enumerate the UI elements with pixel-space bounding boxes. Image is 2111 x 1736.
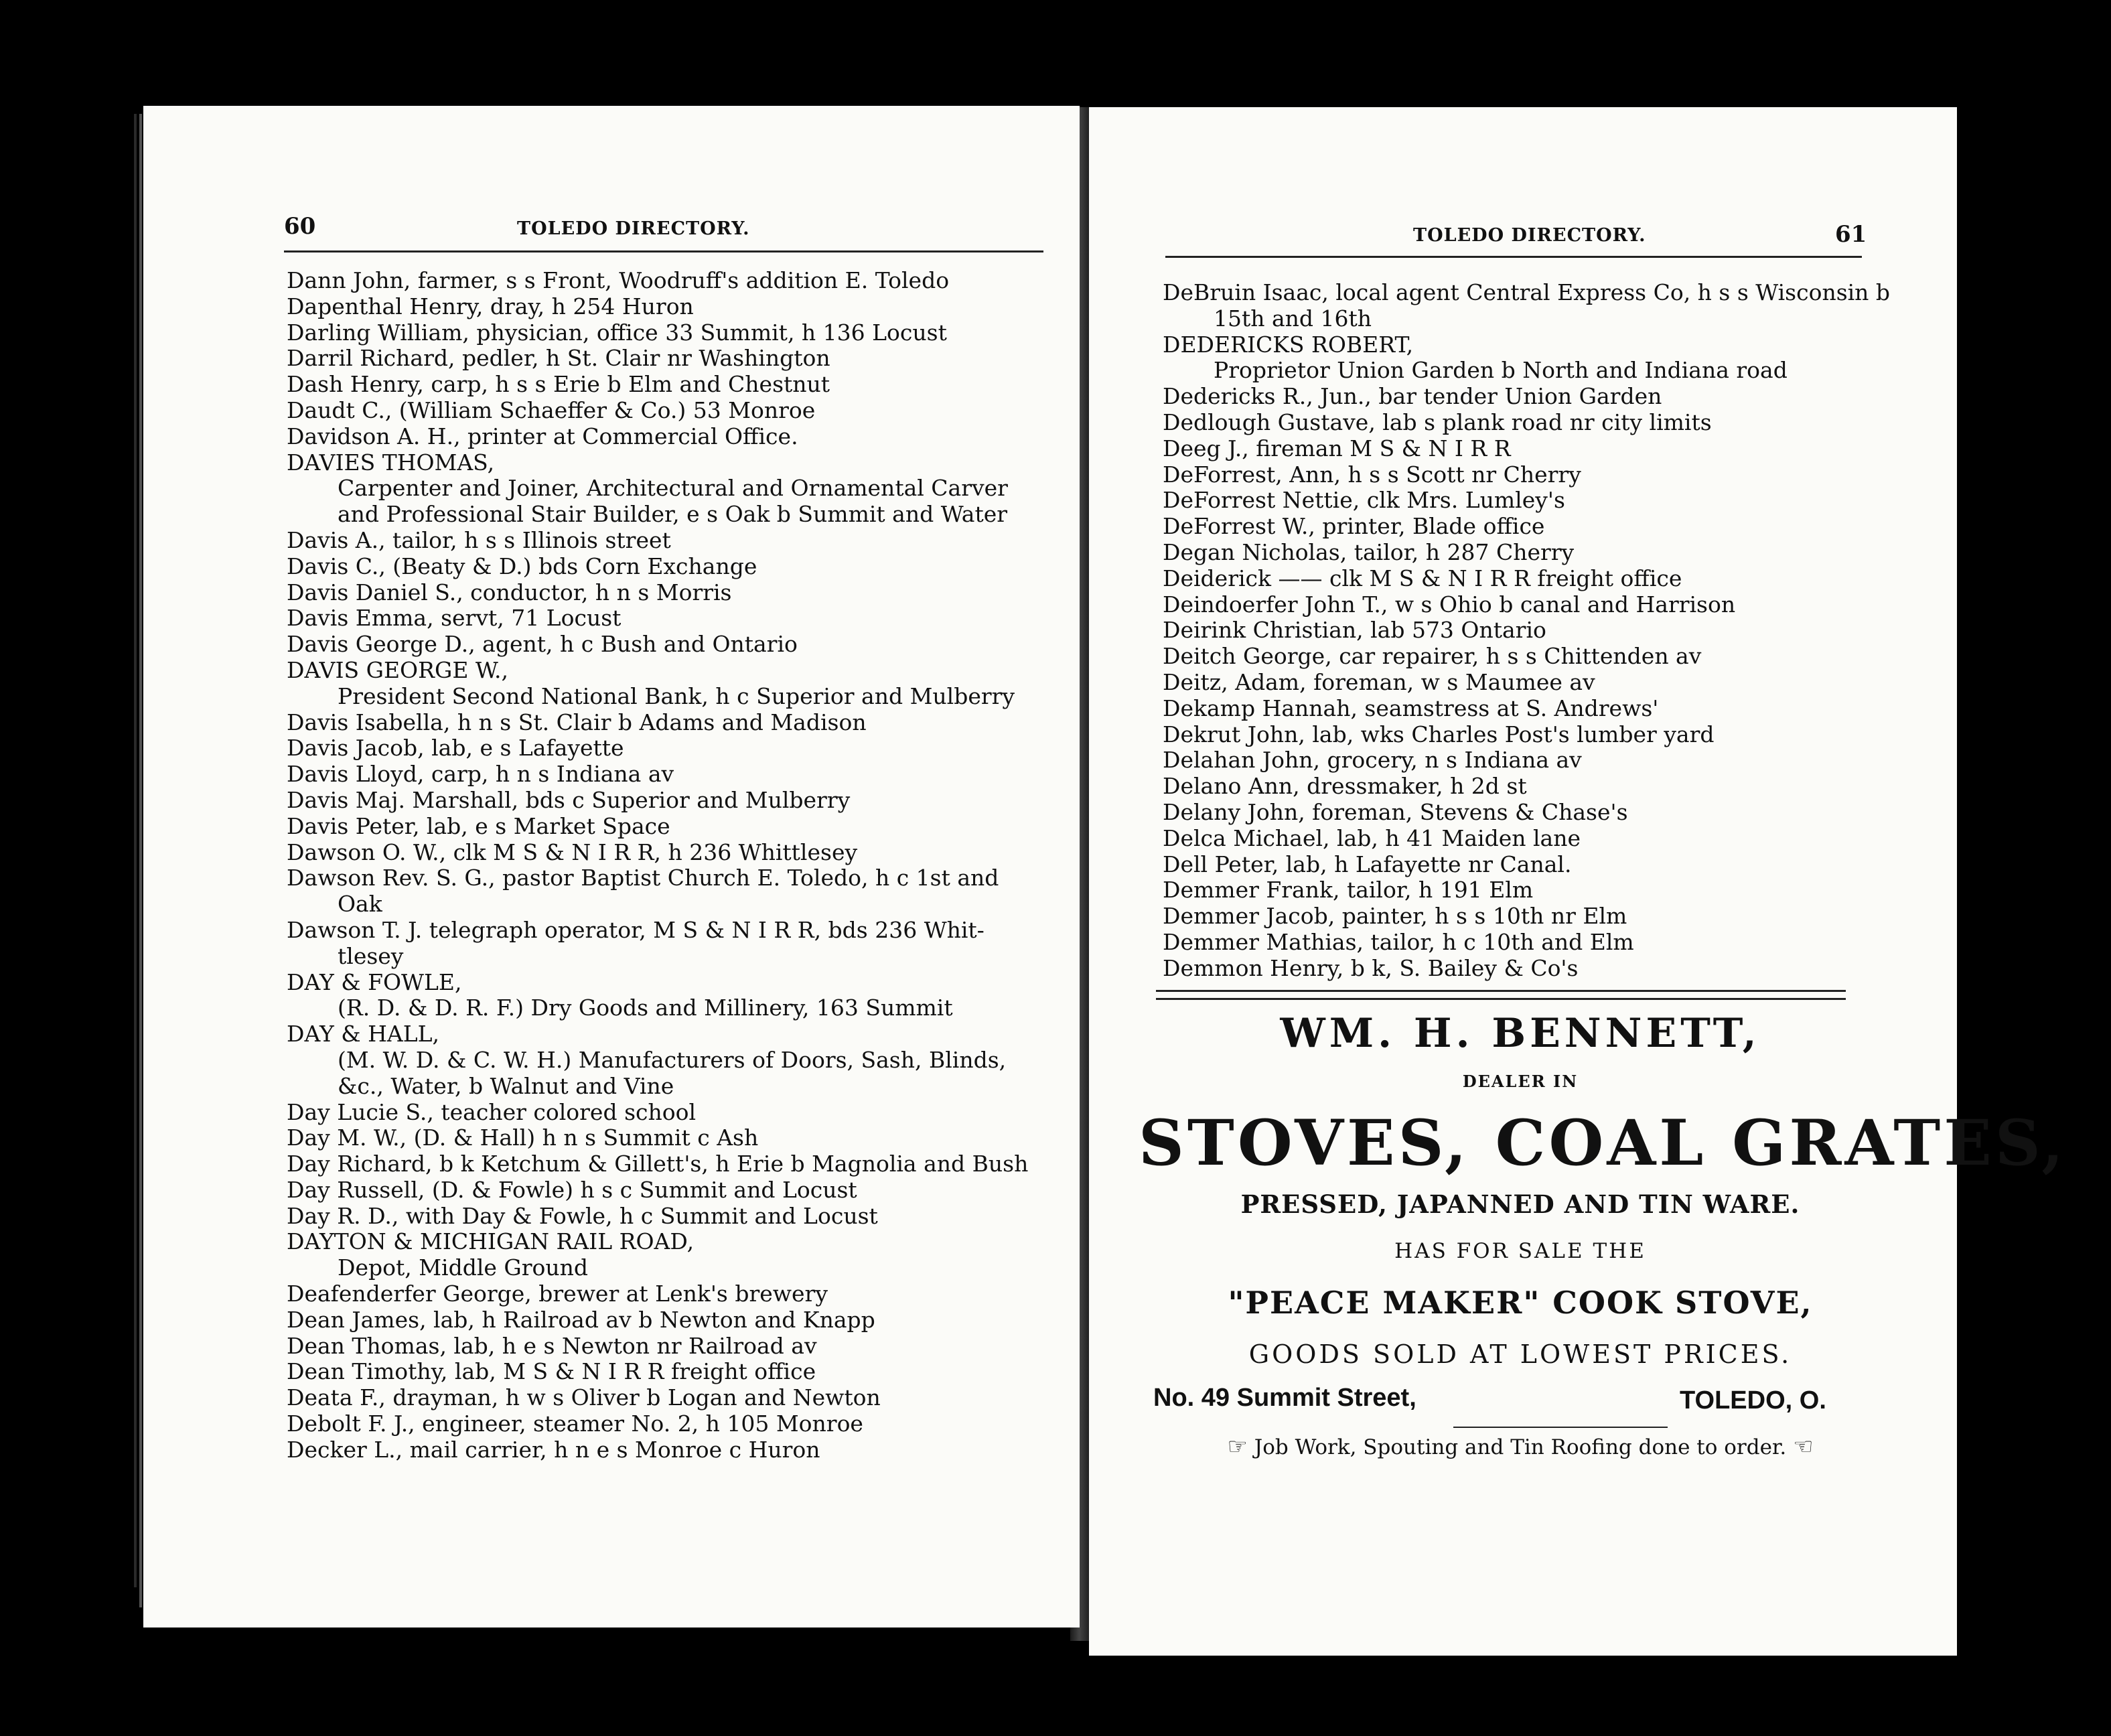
- header-rule-right: [1165, 256, 1862, 258]
- directory-entry: Darling William, physician, office 33 Summit, h 136 Locust: [287, 319, 947, 346]
- directory-entry: and Professional Stair Builder, e s Oak b Summit and Water: [338, 501, 1008, 528]
- directory-entry: Delany John, foreman, Stevens & Chase's: [1163, 798, 1628, 825]
- directory-entry: tlesey: [338, 942, 404, 969]
- directory-entry: Dash Henry, carp, h s s Erie b Elm and Chestnut: [287, 371, 830, 398]
- directory-entry: Day Russell, (D. & Fowle) h s c Summit and Locust: [287, 1176, 857, 1203]
- directory-entry: DeForrest, Ann, h s s Scott nr Cherry: [1163, 461, 1581, 488]
- directory-entry: 15th and 16th: [1214, 305, 1372, 332]
- directory-entry: Dedericks R., Jun., bar tender Union Garden: [1163, 383, 1662, 410]
- ad-footer-line: [1139, 1433, 1902, 1460]
- page-edge: [139, 114, 142, 1607]
- ad-product-name: "PEACE MAKER" COOK STOVE,: [1228, 1285, 1813, 1321]
- directory-entry: Depot, Middle Ground: [338, 1254, 589, 1281]
- directory-entry: DeBruin Isaac, local agent Central Express Co, h s s Wisconsin b: [1163, 279, 1891, 305]
- directory-entry: Davis Jacob, lab, e s Lafayette: [287, 735, 624, 762]
- pointing-hand-right-icon: ☜: [1793, 1433, 1814, 1460]
- directory-entry: Davis George D., agent, h c Bush and Ontario: [287, 631, 798, 658]
- directory-entry: Darril Richard, pedler, h St. Clair nr Washington: [287, 345, 830, 372]
- directory-entry: Davis Emma, servt, 71 Locust: [287, 605, 622, 632]
- directory-entry: &c., Water, b Walnut and Vine: [338, 1072, 674, 1099]
- directory-entry: Dawson O. W., clk M S & N I R R, h 236 Whittlesey: [287, 839, 858, 865]
- page-number-left: 60: [284, 213, 316, 240]
- directory-entry: Dapenthal Henry, dray, h 254 Huron: [287, 293, 694, 319]
- directory-entry: Davis Isabella, h n s St. Clair b Adams and Madison: [287, 709, 867, 735]
- directory-entry: Day Richard, b k Ketchum & Gillett's, h Erie b Magnolia and Bush: [287, 1151, 1029, 1177]
- directory-entry: DAY & FOWLE,: [287, 968, 462, 995]
- directory-entry: Oak: [338, 891, 382, 918]
- directory-entry: Dedlough Gustave, lab s plank road nr city limits: [1163, 409, 1712, 435]
- directory-entry: Degan Nicholas, tailor, h 287 Cherry: [1163, 538, 1575, 565]
- running-header-left: TOLEDO DIRECTORY.: [517, 218, 750, 239]
- directory-entries-left: [287, 268, 1028, 1463]
- directory-entry: Carpenter and Joiner, Architectural and Ornamental Carver: [338, 475, 1008, 502]
- directory-entry: Delca Michael, lab, h 41 Maiden lane: [1163, 824, 1581, 851]
- directory-entry: Proprietor Union Garden b North and Indiana road: [1214, 357, 1788, 384]
- directory-entry: Daudt C., (William Schaeffer & Co.) 53 Monroe: [287, 396, 816, 423]
- ad-dealer-in: DEALER IN: [1462, 1072, 1579, 1091]
- directory-entry: Day R. D., with Day & Fowle, h c Summit and Locust: [287, 1202, 878, 1229]
- directory-entry: Dean Timothy, lab, M S & N I R R freight office: [287, 1358, 816, 1385]
- directory-entry: DEDERICKS ROBERT,: [1163, 331, 1414, 358]
- directory-entry: Day M. W., (D. & Hall) h n s Summit c Ash: [287, 1125, 759, 1151]
- ad-headline: STOVES, COAL GRATES,: [1139, 1106, 2067, 1180]
- directory-entry: Dean Thomas, lab, h e s Newton nr Railroad av: [287, 1332, 817, 1359]
- directory-entry: (M. W. D. & C. W. H.) Manufacturers of Doors, Sash, Blinds,: [338, 1046, 1007, 1073]
- directory-entry: President Second National Bank, h c Superior and Mulberry: [338, 682, 1015, 709]
- directory-entry: Dean James, lab, h Railroad av b Newton and Knapp: [287, 1306, 875, 1333]
- directory-entry: Dann John, farmer, s s Front, Woodruff's addition E. Toledo: [287, 267, 950, 293]
- ad-footer-text: Job Work, Spouting and Tin Roofing done to order.: [1254, 1435, 1787, 1459]
- pointing-hand-left-icon: ☞: [1227, 1433, 1248, 1460]
- page-number-right: 61: [1835, 221, 1867, 248]
- directory-entry: Deafenderfer George, brewer at Lenk's brewery: [287, 1281, 828, 1307]
- page-edge: [134, 114, 137, 1587]
- ad-merchant-name: WM. H. BENNETT,: [1280, 1010, 1761, 1057]
- ad-city: TOLEDO, O.: [1680, 1386, 1826, 1415]
- directory-entry: Dawson Rev. S. G., pastor Baptist Church E. Toledo, h c 1st and: [287, 865, 999, 891]
- directory-entry: Deindoerfer John T., w s Ohio b canal and Harrison: [1163, 591, 1736, 618]
- running-header-right: TOLEDO DIRECTORY.: [1413, 225, 1646, 246]
- directory-entry: Davis A., tailor, h s s Illinois street: [287, 526, 671, 553]
- directory-entry: Deitch George, car repairer, h s s Chittenden av: [1163, 643, 1702, 670]
- directory-entry: DAY & HALL,: [287, 1021, 440, 1047]
- directory-entry: Deata F., drayman, h w s Oliver b Logan and Newton: [287, 1384, 881, 1411]
- directory-entry: Deitz, Adam, foreman, w s Maumee av: [1163, 668, 1595, 695]
- ad-goods-sold: GOODS SOLD AT LOWEST PRICES.: [1248, 1340, 1792, 1369]
- directory-entry: Debolt F. J., engineer, steamer No. 2, h 105 Monroe: [287, 1410, 863, 1437]
- directory-entry: Decker L., mail carrier, h n e s Monroe c Huron: [287, 1436, 820, 1463]
- directory-entries-right: [1163, 280, 1890, 982]
- directory-entry: Day Lucie S., teacher colored school: [287, 1098, 697, 1125]
- directory-entry: Demmer Jacob, painter, h s s 10th nr Elm: [1163, 903, 1627, 930]
- directory-entry: Davidson A. H., printer at Commercial Office.: [287, 423, 798, 449]
- directory-entry: DAVIES THOMAS,: [287, 449, 495, 476]
- directory-entry: Dell Peter, lab, h Lafayette nr Canal.: [1163, 851, 1572, 877]
- directory-entry: Davis Lloyd, carp, h n s Indiana av: [287, 761, 674, 788]
- directory-entry: DeForrest W., printer, Blade office: [1163, 513, 1545, 540]
- directory-entry: DeForrest Nettie, clk Mrs. Lumley's: [1163, 487, 1565, 514]
- directory-entry: Delano Ann, dressmaker, h 2d st: [1163, 773, 1527, 800]
- directory-entry: Dekrut John, lab, wks Charles Post's lumber yard: [1163, 721, 1715, 747]
- ad-address-rule: [1453, 1427, 1668, 1428]
- directory-entry: Deirink Christian, lab 573 Ontario: [1163, 617, 1546, 644]
- ad-subline: PRESSED, JAPANNED AND TIN WARE.: [1240, 1189, 1800, 1219]
- directory-entry: Demmon Henry, b k, S. Bailey & Co's: [1163, 954, 1579, 981]
- directory-entry: DAYTON & MICHIGAN RAIL ROAD,: [287, 1228, 695, 1255]
- directory-entry: DAVIS GEORGE W.,: [287, 656, 509, 683]
- ad-has-for-sale: HAS FOR SALE THE: [1394, 1239, 1646, 1263]
- directory-entry: Davis C., (Beaty & D.) bds Corn Exchange: [287, 553, 757, 579]
- directory-entry: Demmer Mathias, tailor, h c 10th and Elm: [1163, 928, 1634, 955]
- directory-entry: Dawson T. J. telegraph operator, M S & N I R R, bds 236 Whit-: [287, 916, 985, 943]
- directory-entry: Davis Peter, lab, e s Market Space: [287, 812, 670, 839]
- directory-entry: Deiderick —— clk M S & N I R R freight office: [1163, 565, 1682, 591]
- ad-divider-rule: [1156, 990, 1846, 1000]
- directory-entry: Dekamp Hannah, seamstress at S. Andrews': [1163, 695, 1659, 721]
- ad-address: No. 49 Summit Street,: [1153, 1384, 1416, 1412]
- header-rule-left: [284, 250, 1043, 252]
- directory-entry: Deeg J., fireman M S & N I R R: [1163, 435, 1511, 461]
- directory-entry: Davis Maj. Marshall, bds c Superior and Mulberry: [287, 786, 851, 813]
- directory-entry: Demmer Frank, tailor, h 191 Elm: [1163, 877, 1534, 903]
- directory-entry: Delahan John, grocery, n s Indiana av: [1163, 747, 1582, 774]
- directory-entry: Davis Daniel S., conductor, h n s Morris: [287, 579, 732, 605]
- directory-entry: (R. D. & D. R. F.) Dry Goods and Millinery, 163 Summit: [338, 995, 953, 1021]
